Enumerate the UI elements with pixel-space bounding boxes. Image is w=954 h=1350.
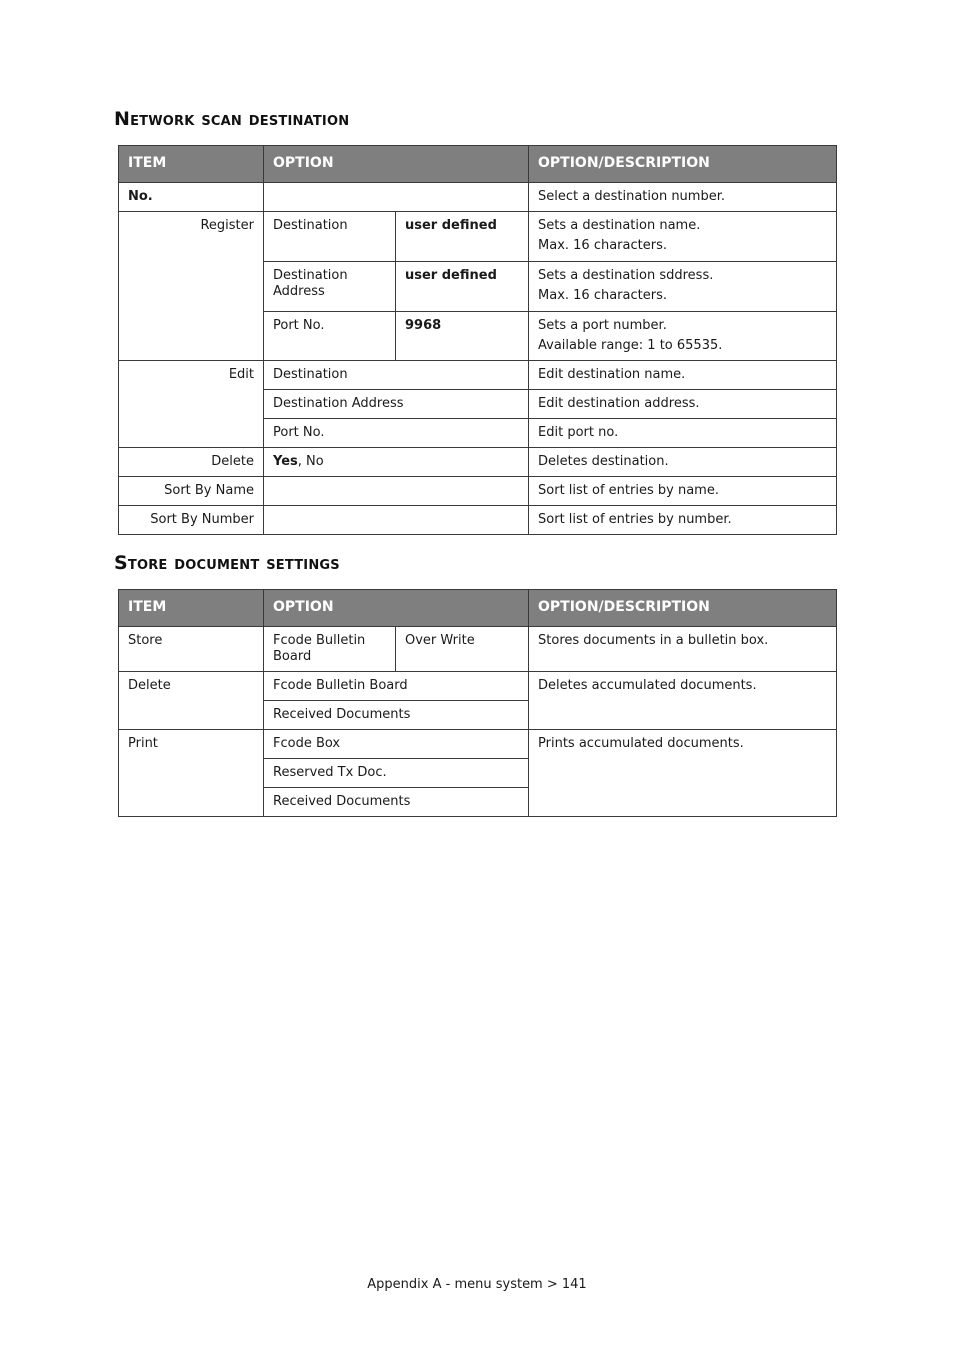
item-register: Register: [119, 212, 264, 361]
option-destination-address: Destination Address: [264, 262, 396, 312]
desc-line: Sets a destination sddress.: [538, 268, 714, 283]
header-item: ITEM: [119, 146, 264, 183]
desc-delete: Deletes accumulated documents.: [529, 672, 837, 730]
option-received-documents: Received Documents: [264, 701, 529, 730]
network-scan-table: [118, 145, 837, 535]
item-delete: Delete: [119, 672, 264, 730]
item-delete: Delete: [119, 448, 264, 477]
desc-edit-port: Edit port no.: [529, 419, 837, 448]
option-delete: [264, 448, 529, 477]
desc-sort-by-number: Sort list of entries by number.: [529, 506, 837, 535]
header-description: OPTION/DESCRIPTION: [529, 146, 837, 183]
store-document-table: [118, 589, 837, 817]
option-fcode-bulletin-board: Fcode Bulletin Board: [264, 672, 529, 701]
desc-no: Select a destination number.: [529, 183, 837, 212]
table-row: [119, 212, 837, 262]
table-row: [119, 506, 837, 535]
desc-port: [529, 312, 837, 361]
desc-line: Sets a destination name.: [538, 218, 701, 233]
table-row: [119, 672, 837, 701]
desc-line: Max. 16 characters.: [538, 238, 667, 253]
desc-store: Stores documents in a bulletin box.: [529, 627, 837, 672]
network-section-title: Network scan destination: [114, 108, 350, 130]
header-option: OPTION: [264, 146, 529, 183]
empty-cell: [264, 477, 529, 506]
option-received-documents: Received Documents: [264, 788, 529, 817]
option-edit-address: Destination Address: [264, 390, 529, 419]
option-destination: Destination: [264, 212, 396, 262]
page-footer: Appendix A - menu system > 141: [367, 1277, 587, 1292]
option-fcode-box: Fcode Box: [264, 730, 529, 759]
item-print: Print: [119, 730, 264, 817]
empty-cell: [264, 506, 529, 535]
table-row: [119, 448, 837, 477]
option-yes: Yes: [273, 454, 298, 469]
option-edit-destination: Destination: [264, 361, 529, 390]
desc-delete: Deletes destination.: [529, 448, 837, 477]
item-sort-by-number: Sort By Number: [119, 506, 264, 535]
desc-destination: [529, 212, 837, 262]
table-row: [119, 730, 837, 759]
header-item: ITEM: [119, 590, 264, 627]
desc-line: Max. 16 characters.: [538, 288, 667, 303]
item-no: No.: [119, 183, 264, 212]
option-port: Port No.: [264, 312, 396, 361]
desc-destination-address: [529, 262, 837, 312]
desc-sort-by-name: Sort list of entries by name.: [529, 477, 837, 506]
item-edit: Edit: [119, 361, 264, 448]
option-no: , No: [297, 454, 324, 469]
desc-edit-address: Edit destination address.: [529, 390, 837, 419]
item-store: Store: [119, 627, 264, 672]
value-destination: user defined: [396, 212, 529, 262]
desc-print: Prints accumulated documents.: [529, 730, 837, 817]
desc-edit-destination: Edit destination name.: [529, 361, 837, 390]
header-option: OPTION: [264, 590, 529, 627]
item-sort-by-name: Sort By Name: [119, 477, 264, 506]
store-section-title: Store document settings: [114, 552, 340, 574]
table-row: [119, 477, 837, 506]
desc-line: Sets a port number.: [538, 318, 667, 333]
desc-line: Available range: 1 to 65535.: [538, 338, 723, 353]
table-row: [119, 361, 837, 390]
value-over-write: Over Write: [396, 627, 529, 672]
option-reserved-tx-doc: Reserved Tx Doc.: [264, 759, 529, 788]
table-header-row: [119, 146, 837, 183]
option-edit-port: Port No.: [264, 419, 529, 448]
value-destination-address: user defined: [396, 262, 529, 312]
table-header-row: [119, 590, 837, 627]
option-fcode-bulletin-board: Fcode Bulletin Board: [264, 627, 396, 672]
header-description: OPTION/DESCRIPTION: [529, 590, 837, 627]
table-row: [119, 627, 837, 672]
table-row: [119, 183, 837, 212]
empty-cell: [264, 183, 529, 212]
value-port: 9968: [396, 312, 529, 361]
